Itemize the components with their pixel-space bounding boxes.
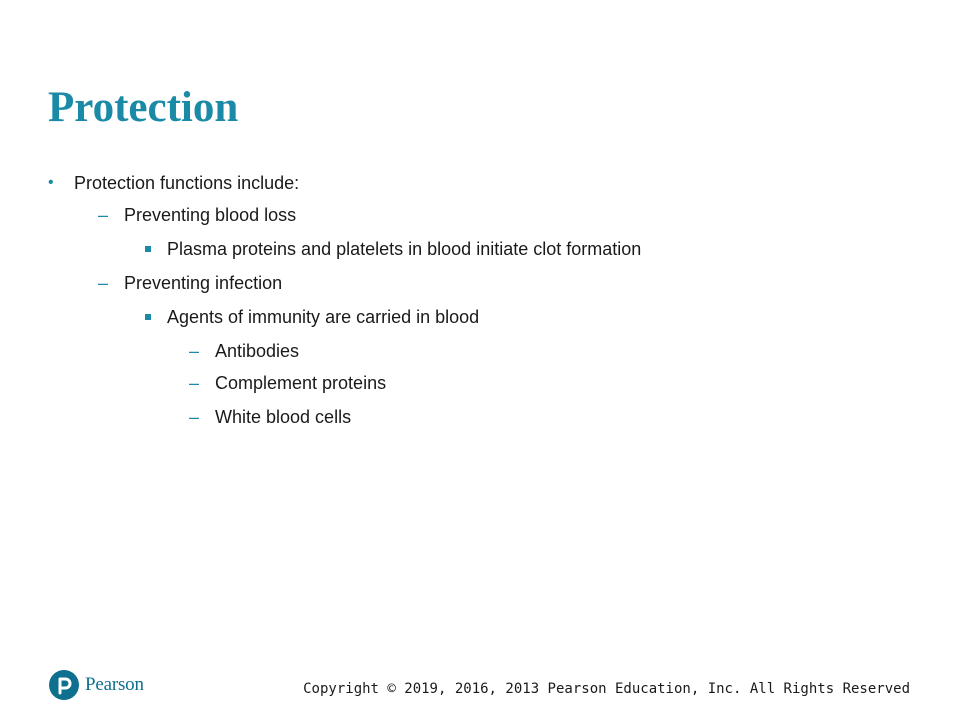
bullet-text: Preventing infection <box>124 273 283 293</box>
pearson-p-icon <box>48 669 80 701</box>
bullet-text: Plasma proteins and platelets in blood initiate clot formation <box>167 239 642 259</box>
bullet-dash-marker: – <box>189 341 200 361</box>
bullet-square-marker <box>145 314 167 320</box>
bullet-dash-marker: – <box>189 373 200 393</box>
bullet-text: Agents of immunity are carried in blood <box>167 307 480 327</box>
bullet-text: Complement proteins <box>215 373 387 393</box>
bullet-dash-marker: – <box>98 205 109 225</box>
bullet-dash-marker: – <box>189 407 200 427</box>
bullet-level3-plasma-proteins <box>145 240 641 258</box>
bullet-level4-antibodies <box>189 342 299 360</box>
bullet-level1-protection-functions <box>48 174 299 192</box>
copyright-notice: Copyright © 2019, 2016, 2013 Pearson Education, Inc. All Rights Reserved <box>303 681 910 697</box>
bullet-level4-white-blood-cells <box>189 408 351 426</box>
bullet-text: White blood cells <box>215 407 352 427</box>
bullet-text: Antibodies <box>215 341 300 361</box>
pearson-logo-text: Pearson <box>85 674 144 695</box>
bullet-text: Preventing blood loss <box>124 205 297 225</box>
bullet-level2-preventing-infection <box>98 274 282 292</box>
bullet-level4-complement-proteins <box>189 374 386 392</box>
slide-title: Protection <box>48 84 239 131</box>
bullet-dash-marker: – <box>98 273 109 293</box>
bullet-level3-agents-of-immunity <box>145 308 479 326</box>
bullet-dot-marker: • <box>48 174 54 191</box>
bullet-level2-preventing-blood-loss <box>98 206 296 224</box>
bullet-text: Protection functions include: <box>74 173 300 193</box>
pearson-logo <box>48 669 144 701</box>
bullet-square-marker <box>145 246 167 252</box>
